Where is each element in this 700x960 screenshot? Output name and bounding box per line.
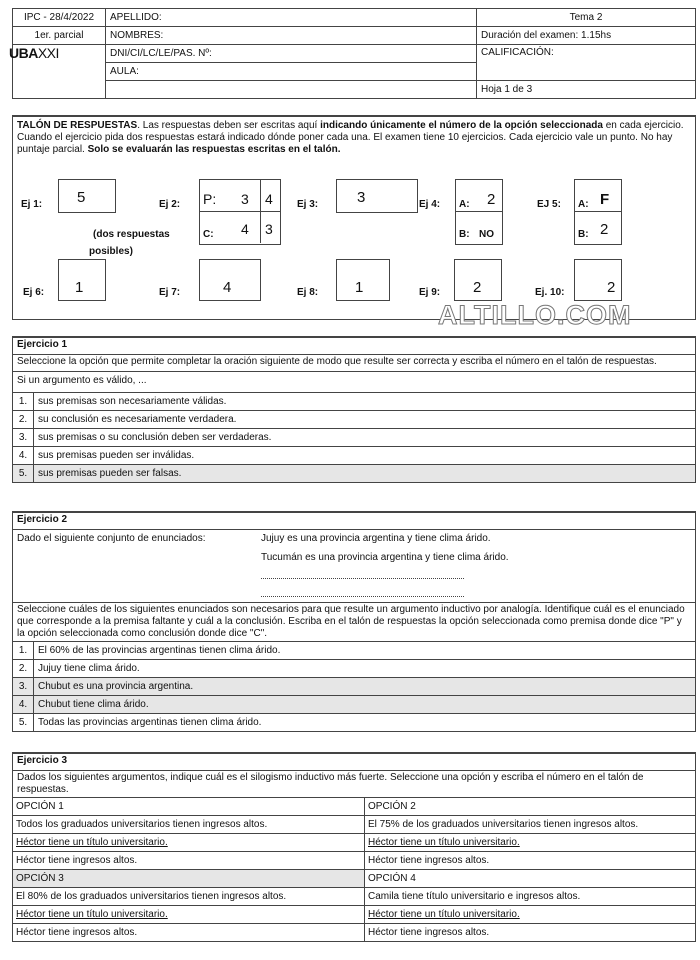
ej2-c-label: C: (203, 229, 214, 240)
ej2-c2: 3 (265, 221, 273, 237)
ex2-statement-1: Jujuy es una provincia argentina y tiene clima árido. (261, 533, 491, 544)
ej4-b-label: B: (459, 229, 470, 240)
ej2-p2: 4 (265, 191, 273, 207)
ex2-option[interactable]: 5. Todas las provincias argentinas tienen clima árido. (13, 714, 695, 731)
exam-header (9, 8, 696, 99)
ej6-answer: 1 (75, 279, 84, 296)
calificacion-field: CALIFICACIÓN: (477, 45, 696, 81)
ex2-prompt: Seleccione cuáles de los siguientes enunciados son necesarios para que resulte un argumento inductivo por analogía. Identifique cuál es el enunciado que corresponde a la premisa faltante y cuál a la conclusión. Escriba en el talón de respuestas la opción seleccionada como premisa donde dice "P" y la opción seleccionada como conclusión donde dice "C". (13, 603, 695, 642)
ej5-b-label: B: (578, 229, 589, 240)
duracion-label: Duración del examen: 1.15hs (477, 27, 696, 45)
ex2-given: Dado el siguiente conjunto de enunciados: (17, 533, 206, 544)
ej1-answer-box[interactable] (58, 179, 116, 213)
ex1-option[interactable]: 4. sus premisas pueden ser inválidas. (13, 447, 695, 465)
ex2-given-block (13, 530, 695, 603)
ex1-prompt: Seleccione la opción que permite completar la oración siguiente de modo que resulte ser correcta y escriba el número en el talón de respuestas. (13, 355, 695, 372)
ejercicio-1 (12, 336, 696, 483)
ex1-title: Ejercicio 1 (13, 338, 695, 355)
ex2-option[interactable]: 1. El 60% de las provincias argentinas tienen clima árido. (13, 642, 695, 660)
blank-cell (106, 81, 477, 99)
ex1-stem: Si un argumento es válido, ... (13, 372, 695, 393)
ej1-answer: 5 (77, 189, 86, 206)
ex3-options-grid (13, 798, 695, 941)
ex3-option-1[interactable]: OPCIÓN 1 Todos los graduados universitarios tienen ingresos altos. Héctor tiene un título universitario. Héctor tiene ingresos altos. (13, 798, 365, 870)
nombres-field[interactable]: NOMBRES: (106, 27, 477, 45)
ej10-answer: 2 (607, 279, 616, 296)
exam-id: IPC - 28/4/2022 (13, 9, 106, 27)
ej2-p1: 3 (241, 191, 249, 207)
ex2-title: Ejercicio 2 (13, 513, 695, 530)
aula-field[interactable]: AULA: (106, 63, 477, 81)
ej10-label: Ej. 10: (535, 287, 565, 298)
ej2-label: Ej 2: (159, 199, 181, 210)
ex2-option[interactable]: 2. Jujuy tiene clima árido. (13, 660, 695, 678)
apellido-field[interactable]: APELLIDO: (106, 9, 477, 27)
ej4-label: Ej 4: (419, 199, 441, 210)
ej2-c1: 4 (241, 221, 249, 237)
ej5-a-label: A: (578, 199, 589, 210)
hoja-label: Hoja 1 de 3 (477, 81, 696, 99)
ej5-a-value: F (600, 191, 610, 208)
ej7-label: Ej 7: (159, 287, 181, 298)
exam-type: 1er. parcial (13, 27, 106, 45)
ej6-label: Ej 6: (23, 287, 45, 298)
ex1-option[interactable]: 3. sus premisas o su conclusión deben ser verdaderas. (13, 429, 695, 447)
ej4-a-label: A: (459, 199, 470, 210)
ej5-label: EJ 5: (537, 199, 561, 210)
ej4-a-value: 2 (487, 191, 496, 208)
talon-respuestas (12, 115, 696, 320)
ej9-answer: 2 (473, 279, 482, 296)
ej9-label: Ej 9: (419, 287, 441, 298)
ex2-options (13, 642, 695, 731)
ej2-note2: posibles) (89, 246, 133, 257)
ej4-b-value: NO (479, 229, 494, 240)
ex2-blank-line-1 (261, 568, 464, 579)
ex2-statement-2: Tucumán es una provincia argentina y tiene clima árido. (261, 552, 509, 563)
ej3-label: Ej 3: (297, 199, 319, 210)
ex3-prompt: Dados los siguientes argumentos, indique cuál es el silogismo inductivo más fuerte. Seleccione una opción y escriba el número en el talón de respuestas. (13, 771, 695, 798)
ex2-option[interactable]: 4. Chubut tiene clima árido. (13, 696, 695, 714)
ej2-p-label: P: (203, 191, 217, 207)
ej5-b-value: 2 (600, 221, 609, 238)
ex1-option[interactable]: 2. su conclusión es necesariamente verdadera. (13, 411, 695, 429)
ex2-blank-line-2 (261, 586, 464, 597)
ej2-note: (dos respuestas (93, 229, 170, 240)
ej8-answer: 1 (355, 279, 364, 296)
ejercicio-2 (12, 511, 696, 732)
ej8-label: Ej 8: (297, 287, 319, 298)
uba-logo: UBAXXI (13, 45, 106, 99)
ex3-title: Ejercicio 3 (13, 754, 695, 771)
talon-instructions: TALÓN DE RESPUESTAS. Las respuestas deben ser escritas aquí indicando únicamente el número de la opción seleccionada en cada ejercicio. Cuando el ejercicio pida dos respuestas estará indicado dónde poner cada una. El examen tiene 10 ejercicios. Cada ejercicio vale un punto. No hay puntaje parcial. Solo se evaluarán las respuestas escritas en el talón. (17, 120, 684, 155)
ex1-option[interactable]: 5. sus premisas pueden ser falsas. (13, 465, 695, 482)
ex3-option-4[interactable]: OPCIÓN 4 Camila tiene título universitario e ingresos altos. Héctor tiene un título universitario. Héctor tiene ingresos altos. (365, 870, 695, 941)
watermark: ALTILLO.COM (438, 300, 632, 330)
ex3-option-3[interactable]: OPCIÓN 3 El 80% de los graduados universitarios tienen ingresos altos. Héctor tiene un título universitario. Héctor tiene ingresos altos. (13, 870, 365, 941)
ex3-option-2[interactable]: OPCIÓN 2 El 75% de los graduados universitarios tienen ingresos altos. Héctor tiene un título universitario. Héctor tiene ingresos altos. (365, 798, 695, 870)
dni-field[interactable]: DNI/CI/LC/LE/PAS. Nº: (106, 45, 477, 63)
ejercicio-3 (12, 752, 696, 942)
tema-label: Tema 2 (477, 9, 696, 27)
ej3-answer: 3 (357, 189, 366, 206)
ex1-options (13, 393, 695, 482)
ex1-option[interactable]: 1. sus premisas son necesariamente válidas. (13, 393, 695, 411)
ej3-answer-box[interactable] (336, 179, 418, 213)
ej7-answer: 4 (223, 279, 232, 296)
ej1-label: Ej 1: (21, 199, 43, 210)
ex2-option[interactable]: 3. Chubut es una provincia argentina. (13, 678, 695, 696)
